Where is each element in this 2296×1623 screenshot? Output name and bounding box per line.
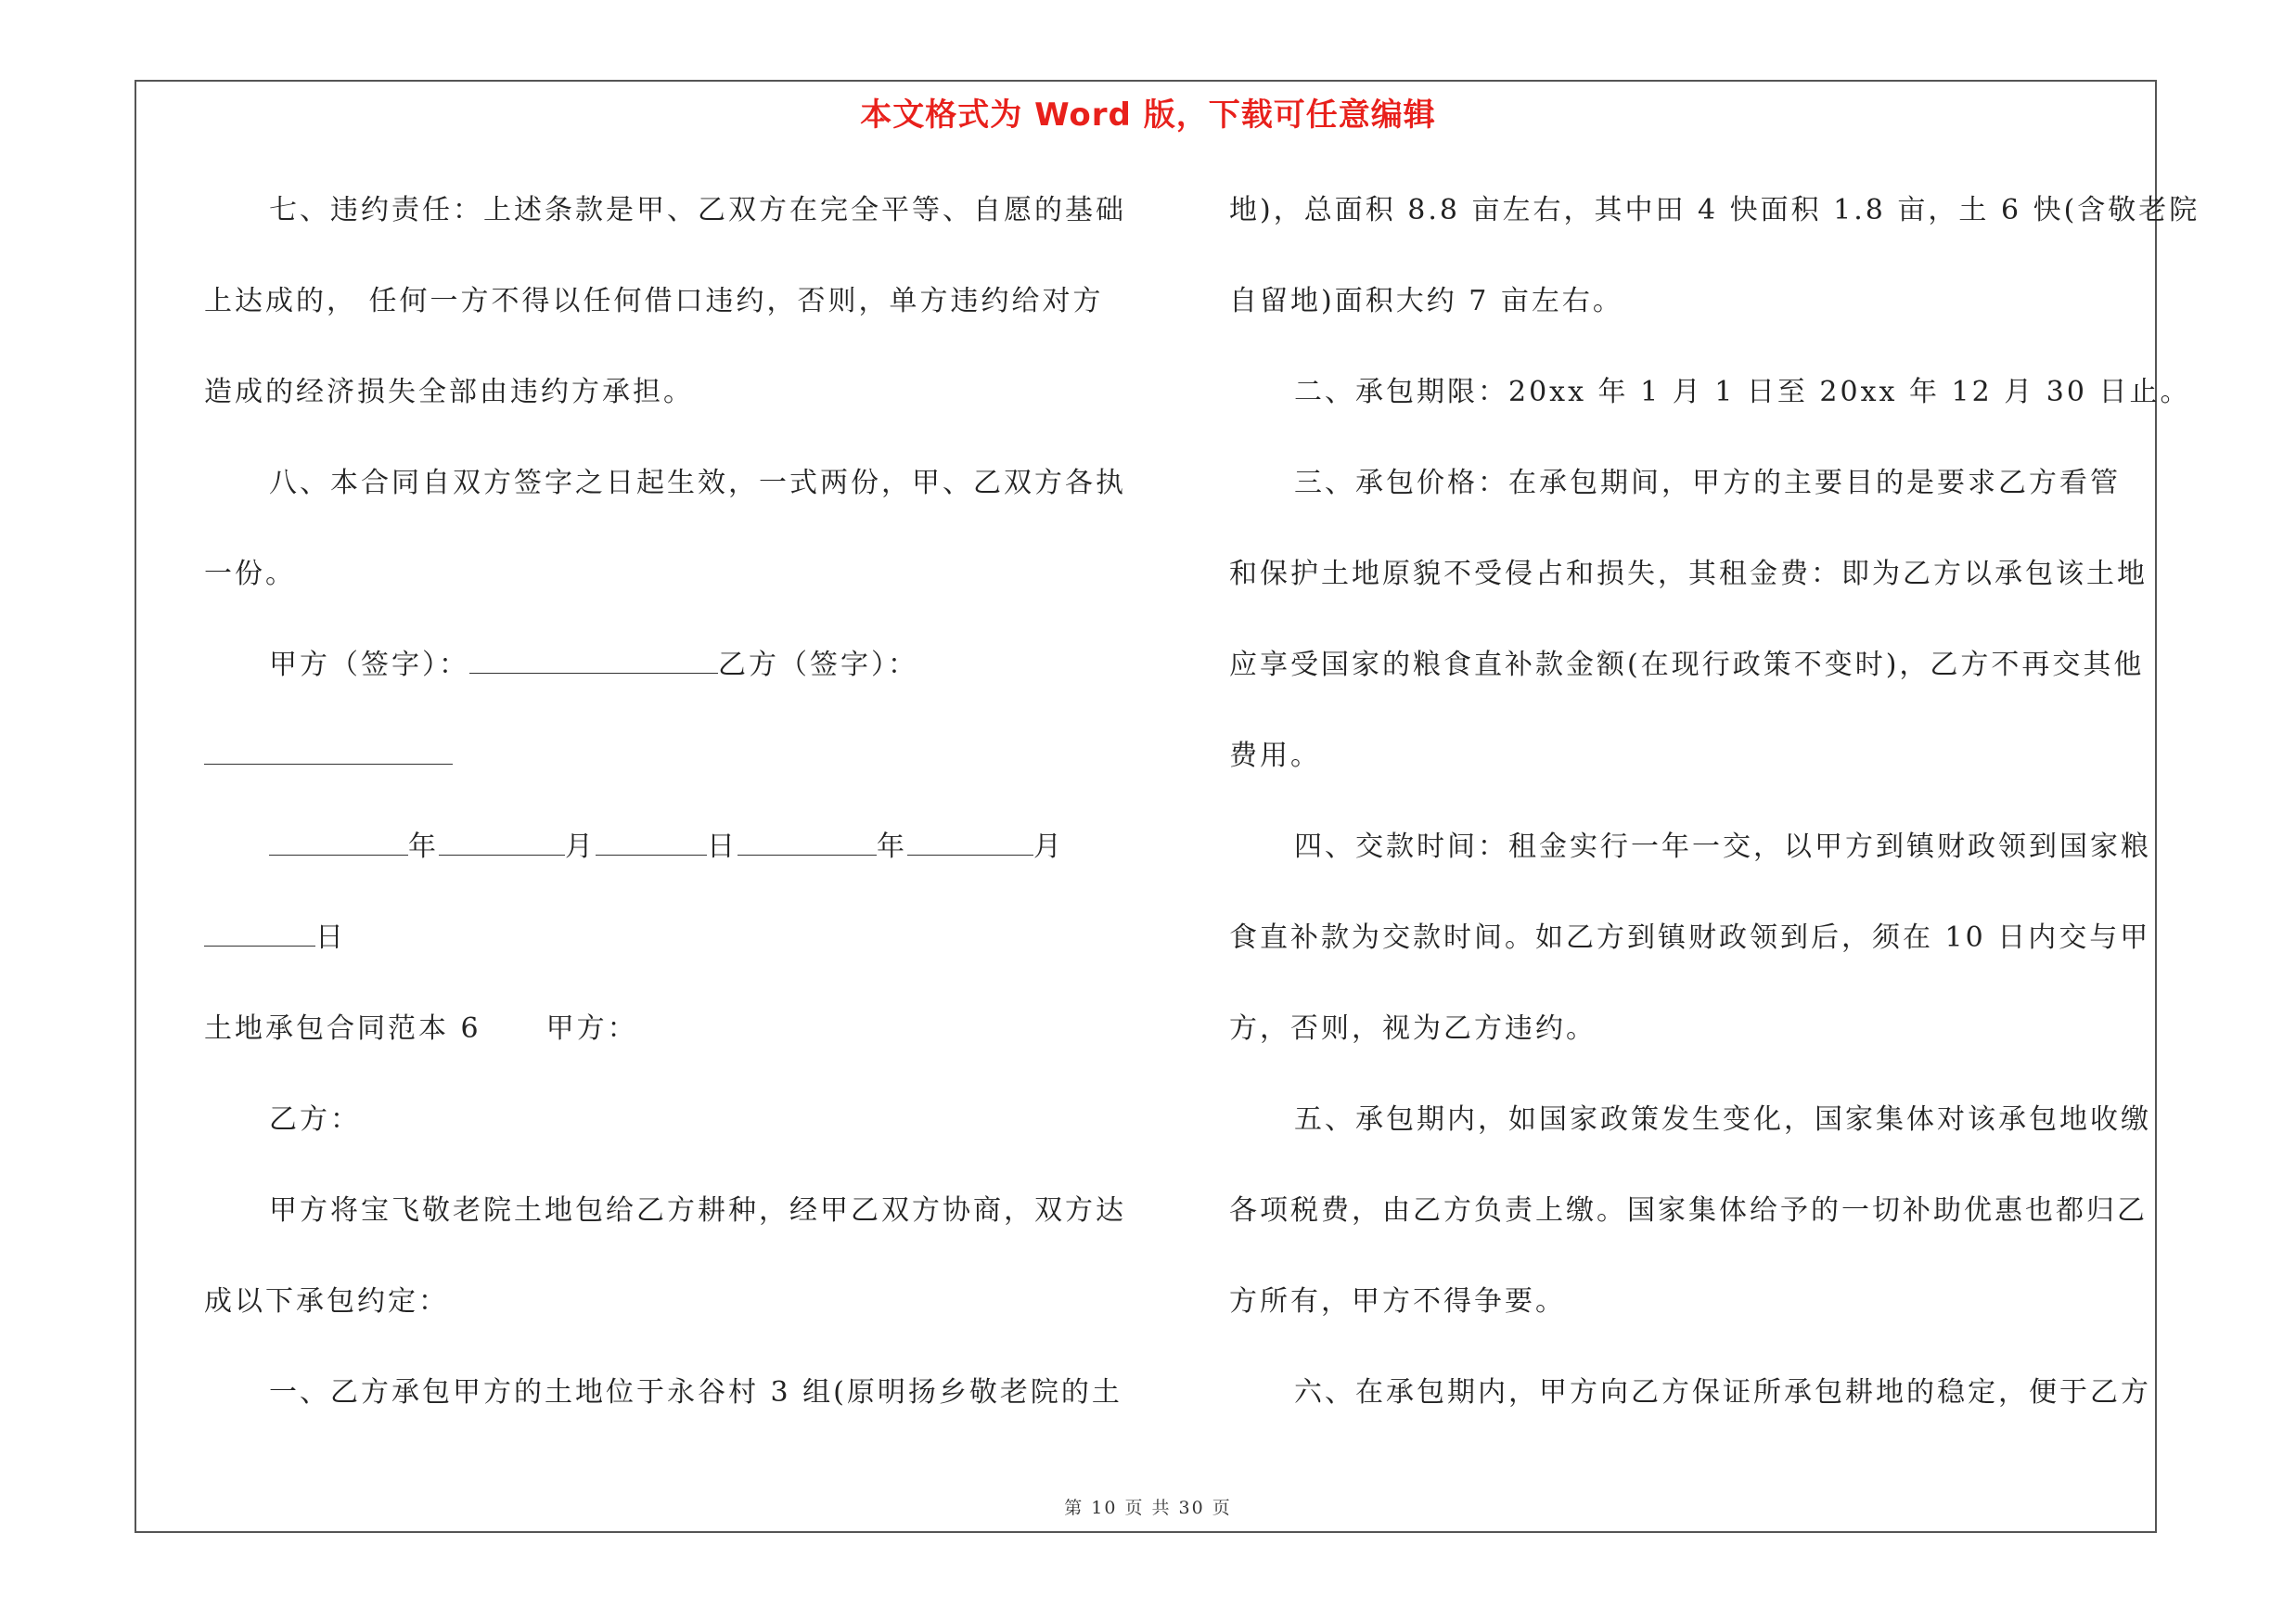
party-b-signature-blank bbox=[204, 732, 453, 765]
right-column bbox=[1229, 182, 2200, 1455]
party-b-day-blank bbox=[204, 914, 315, 947]
party-a-day-label: 日 bbox=[707, 831, 738, 863]
item-1-line-2: 地)，总面积 8.8 亩左右，其中田 4 快面积 1.8 亩，土 6 快(含敬老院 bbox=[1229, 194, 2200, 226]
party-a-label: 甲方： bbox=[545, 1012, 638, 1045]
item-1-line-3: 自留地)面积大约 7 亩左右。 bbox=[1229, 285, 1623, 317]
clause-8-line-2: 一份。 bbox=[204, 558, 296, 590]
date-line bbox=[204, 818, 1132, 909]
party-b-month-blank bbox=[907, 823, 1033, 856]
item-6-line-1: 六、在承包期内，甲方向乙方保证所承包耕地的稳定，便于乙方 bbox=[1294, 1376, 2151, 1409]
item-4-line-1: 四、交款时间：租金实行一年一交，以甲方到镇财政领到国家粮 bbox=[1294, 831, 2151, 863]
clause-8-line-1: 八、本合同自双方签字之日起生效，一式两份，甲、乙双方各执 bbox=[269, 467, 1126, 499]
party-a-year-label: 年 bbox=[408, 831, 439, 863]
item-3-line-2: 和保护土地原貌不受侵占和损失，其租金费：即为乙方以承包该土地 bbox=[1229, 558, 2148, 590]
party-b-day-label: 日 bbox=[315, 921, 346, 954]
party-b-month-label: 月 bbox=[1033, 831, 1064, 863]
signature-line bbox=[204, 637, 1132, 728]
item-1-line-1: 一、乙方承包甲方的土地位于永谷村 3 组(原明扬乡敬老院的土 bbox=[269, 1376, 1122, 1409]
intro-line-1: 甲方将宝飞敬老院土地包给乙方耕种，经甲乙双方协商，双方达 bbox=[269, 1194, 1126, 1227]
contract-title-line bbox=[204, 1000, 1132, 1091]
contract-title: 土地承包合同范本 6 bbox=[204, 1012, 481, 1045]
party-a-signature-label: 甲方（签字）： bbox=[269, 649, 469, 681]
clause-7-line-3: 造成的经济损失全部由违约方承担。 bbox=[204, 376, 694, 408]
page-number: 第 10 页 共 30 页 bbox=[1064, 1498, 1232, 1518]
party-b-label: 乙方： bbox=[269, 1103, 361, 1136]
item-3-line-3: 应享受国家的粮食直补款金额(在现行政策不变时)，乙方不再交其他 bbox=[1229, 649, 2145, 681]
item-3-line-1: 三、承包价格：在承包期间，甲方的主要目的是要求乙方看管 bbox=[1294, 467, 2121, 499]
party-a-signature-blank bbox=[469, 641, 718, 674]
item-5-line-2: 各项税费，由乙方负责上缴。国家集体给予的一切补助优惠也都归乙 bbox=[1229, 1194, 2148, 1227]
clause-7-line-2: 上达成的， 任何一方不得以任何借口违约，否则，单方违约给对方 bbox=[204, 285, 1104, 317]
party-a-day-blank bbox=[596, 823, 707, 856]
party-a-month-label: 月 bbox=[565, 831, 596, 863]
party-b-year-blank bbox=[738, 823, 877, 856]
item-5-line-1: 五、承包期内，如国家政策发生变化，国家集体对该承包地收缴 bbox=[1294, 1103, 2151, 1136]
item-2: 二、承包期限：20xx 年 1 月 1 日至 20xx 年 12 月 30 日止。 bbox=[1294, 376, 2191, 408]
intro-line-2: 成以下承包约定： bbox=[204, 1285, 449, 1318]
date-day-line bbox=[204, 909, 1132, 1000]
left-column bbox=[204, 182, 1132, 1455]
item-4-line-3: 方，否则，视为乙方违约。 bbox=[1229, 1012, 1597, 1045]
party-a-month-blank bbox=[439, 823, 565, 856]
party-a-year-blank bbox=[269, 823, 408, 856]
party-b-year-label: 年 bbox=[877, 831, 907, 863]
party-b-signature-blank-line bbox=[204, 728, 1132, 818]
item-3-line-4: 费用。 bbox=[1229, 740, 1321, 772]
item-5-line-3: 方所有，甲方不得争要。 bbox=[1229, 1285, 1566, 1318]
header-banner: 本文格式为 Word 版，下载可任意编辑 bbox=[860, 97, 1436, 134]
party-b-signature-label: 乙方（签字）： bbox=[718, 649, 918, 681]
clause-7-line-1: 七、违约责任：上述条款是甲、乙双方在完全平等、自愿的基础 bbox=[269, 194, 1126, 226]
item-4-line-2: 食直补款为交款时间。如乙方到镇财政领到后，须在 10 日内交与甲 bbox=[1229, 921, 2151, 954]
